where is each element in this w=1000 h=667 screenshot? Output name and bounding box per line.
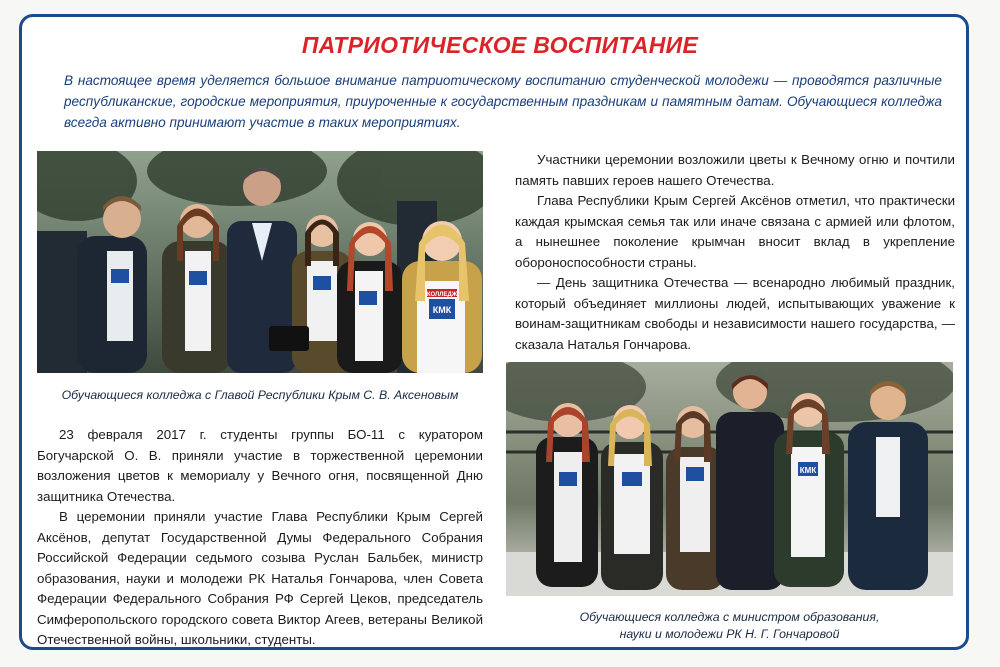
shirt-tag-text: КОЛЛЕДЖ: [426, 292, 458, 298]
photo2-caption-line2: науки и молодежи РК Н. Г. Гончаровой: [619, 627, 840, 641]
right-paragraph-3: — День защитника Отечества — всенародно любимый праздник, который объединяет миллионы людей, испытывающих уважение к воинам-защитникам свободы и независимости нашего государства, — сказала Наталья Гончарова.: [515, 275, 955, 352]
shirt-logo-text: КМК: [432, 305, 452, 315]
photo2-caption: [506, 609, 953, 643]
photo2-caption-line1: Обучающиеся колледжа с министром образования,: [579, 610, 880, 624]
shirt-logo-text-2: КМК: [799, 466, 817, 475]
photo-students-with-minister: [506, 362, 953, 596]
intro-paragraph: В настоящее время уделяется большое внимание патриотическому воспитанию студенческой молодежи — проводятся различные республиканские, городские мероприятия, приуроченные к государственным праздникам и памятным датам. Обучающиеся колледжа всегда активно принимают участие в таких мероприятиях.: [64, 73, 942, 130]
left-column-text: [37, 425, 483, 651]
left-paragraph-1: 23 февраля 2017 г. студенты группы БО-11 с куратором Богучарской О. В. приняли участие в торжественной церемонии возложения цветов к мемориалу у Вечного огня, посвященной Дню защитника Отечества.: [37, 427, 483, 504]
right-paragraph-2: Глава Республики Крым Сергей Аксёнов отметил, что практически каждая крымская семья так или иначе связана с армией или флотом, а нынешнее поколение крымчан вносит вклад в укрепление обороноспособности страны.: [515, 193, 955, 270]
left-paragraph-2: В церемонии приняли участие Глава Республики Крым Сергей Аксёнов, депутат Государственной Думы Федерального Собрания Российской Федерации седьмого созыва Руслан Бальбек, министр образования, науки и молодежи РК Наталья Гончарова, член Совета Федерации Федерального Собрания РФ Сергей Цеков, председатель Симферопольского городского совета Виктор Агеев, ветераны Великой Отечественной войны, школьники, студенты.: [37, 509, 483, 647]
right-paragraph-1: Участники церемонии возложили цветы к Вечному огню и почтили память павших героев нашего Отечества.: [515, 152, 955, 188]
photo-students-with-head-of-republic: [37, 151, 483, 373]
page-title: ПАТРИОТИЧЕСКОЕ ВОСПИТАНИЕ: [301, 32, 699, 58]
right-column-text: [515, 150, 955, 355]
photo1-caption: Обучающиеся колледжа с Главой Республики Крым С. В. Аксеновым: [61, 388, 459, 402]
